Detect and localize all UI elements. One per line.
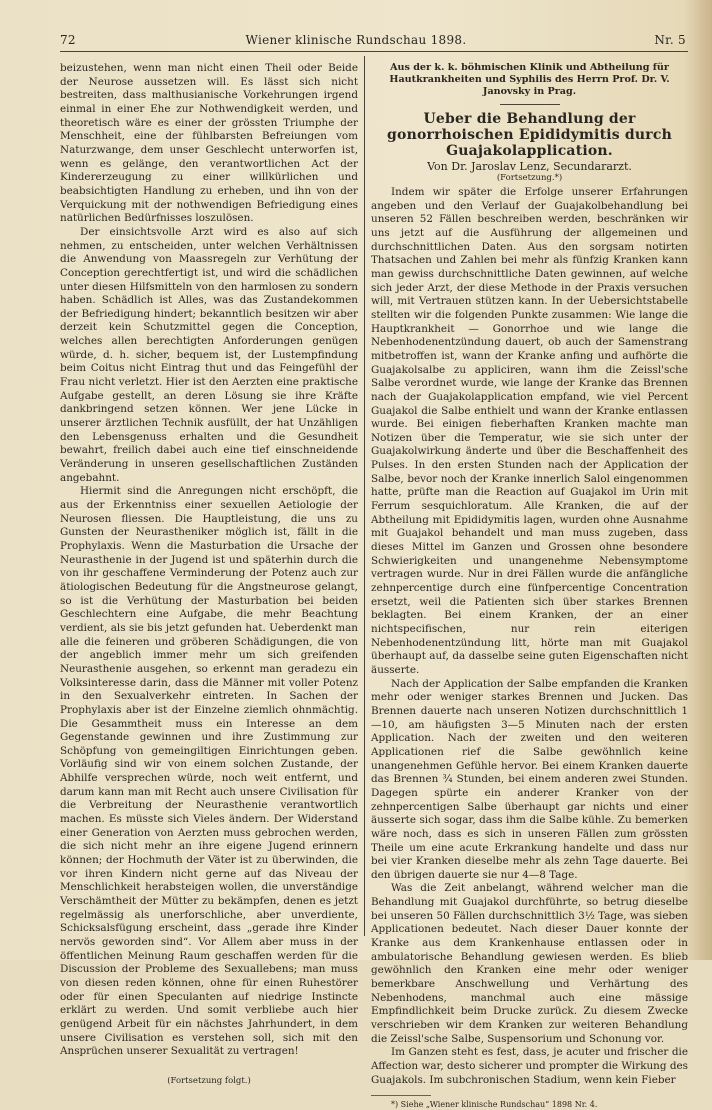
article-title: Ueber die Behandlung der gonorrhoischen Epididymitis durch Guajakolapplication. xyxy=(387,111,672,159)
journal-title: Wiener klinische Rundschau 1898. xyxy=(245,33,467,47)
left-paragraph-1: beizustehen, wenn man nicht einen Theil oder Beide der Neurose aussetzen will. Es lässt sich nicht bestreiten, dass malthusianische Vorkehrungen irgend einmal in einer Ehe zur Nothwendigkeit werden, und theoretisch wäre es einer der grössten Triumphe der Menschheit, eine der fühlbarsten Befreiungen vom Naturzwange, dem unser Geschlecht unterworfen ist, wenn es gelänge, den verantwortlichen Act der Kindererzeugung zu einer willkürlichen und beabsichtigten Handlung zu erheben, und ihn von der Verquickung mit der nothwendigen Befriedigung eines natürlichen Bedürfnisses loszulösen. xyxy=(60,62,358,225)
article-continuation-note: (Fortsetzung.*) xyxy=(496,173,563,183)
right-paragraph-2: Nach der Application der Salbe empfanden die Kranken mehr oder weniger starkes Brennen und Jucken. Das Brennen dauerte nach unseren Notizen durchschnittlich 1—10, am häufigsten 3—5 Minuten nach der ersten Application. Nach der zweiten und den weiteren Applicationen rief die Salbe gewöhnlich keine unangenehmen Gefühle hervor. Bei einem Kranken dauerte das Brennen ¾ Stunden, bei einem anderen zwei Stunden. Dagegen spürte ein anderer Kranker von der zehnpercentigen Salbe überhaupt gar nichts und einer äusserte sich sogar, dass ihm die Salbe kühle. Zu bemerken wäre noch, dass es sich in unseren Fällen zum grössten Theile um eine acute Erkrankung handelte und dass nur bei vier Kranken dieselbe mehr als zehn Tage dauerte. Bei den übrigen dauerte sie nur 4—8 Tage. xyxy=(371,677,688,881)
section-separator xyxy=(500,104,560,105)
left-column xyxy=(60,62,358,1089)
footnote-rule xyxy=(371,1095,431,1096)
right-paragraph-3: Was die Zeit anbelangt, während welcher man die Behandlung mit Guajakol durchführte, so betrug dieselbe bei unseren 50 Fällen durchschnittlich 3½ Tage, was sieben Applicationen bedeutet. Nach dieser Dauer konnte der Kranke aus dem Krankenhause entlassen oder in ambulatorische Behandlung gewiesen werden. Es blieb gewöhnlich den Kranken eine mehr oder weniger bemerkbare Anschwellung und Verhärtung des Nebenhodens, manchmal auch eine mässige Empfindlichkeit beim Drucke zurück. Zu diesem Zwecke verschrieben wir dem Kranken zur weiteren Behandlung die Zeissl'sche Salbe, Suspensorium und Schonung vor. xyxy=(371,882,688,1045)
left-paragraph-3: Hiermit sind die Anregungen nicht erschöpft, die aus der Erkenntniss einer sexuellen Aetiologie der Neurosen fliessen. Die Hauptleistung, die uns zu Gunsten der Neurastheniker möglich ist, fällt in die Prophylaxis. Wenn die Masturbation die Ursache der Neurasthenie in der Jugend ist und späterhin durch die von ihr geschaffene Verminderung der Potenz auch zur ätiologischen Bedeutung für die Angstneurose gelangt, so ist die Verhütung der Masturbation bei beiden Geschlechtern eine Aufgabe, die mehr Beachtung verdient, als sie bis jetzt gefunden hat. Ueberdenkt man alle die feineren und gröberen Schädigungen, die von der angeblich immer mehr um sich greifenden Neurasthenie ausgehen, so erkennt man geradezu ein Volksinteresse darin, dass die Männer mit voller Potenz in den Sexualverkehr eintreten. In Sachen der Prophylaxis aber ist der Einzelne ziemlich ohnmächtig. Die Gesammtheit muss ein Interesse an dem Gegenstande gewinnen und ihre Zustimmung zur Schöpfung von gemeingiltigen Einrichtungen geben. Vorläufig sind wir von einem solchen Zustande, der Abhilfe versprechen würde, noch weit entfernt, und darum kann man mit Recht auch unsere Civilisation für die Verbreitung der Neurasthenie verantwortlich machen. Es müsste sich Vieles ändern. Der Widerstand einer Generation von Aerzten muss gebrochen werden, die sich nicht mehr an ihre eigene Jugend erinnern können; der Hochmuth der Väter ist zu überwinden, die vor ihren Kindern nicht gerne auf das Niveau der Menschlichkeit herabsteigen wollen, die unverständige Verschämtheit der Mütter zu bekämpfen, denen es jetzt regelmässig als unerforschliche, aber unverdiente, Schicksalsfügung erscheint, dass „gerade ihre Kinder nervös geworden sind“. Vor Allem aber muss in der öffentlichen Meinung Raum geschaffen werden für die Discussion der Probleme des Sexuallebens; man muss von diesen reden können, ohne für einen Ruhestörer oder für einen Speculanten auf niedrige Instincte erklärt zu werden. Und somit verbliebe auch hier genügend Arbeit für ein nächstes Jahrhundert, in dem unsere Civilisation es verstehen soll, sich mit den Ansprüchen unserer Sexualität zu vertragen! xyxy=(60,485,358,1058)
left-paragraph-2: Der einsichtsvolle Arzt wird es also auf sich nehmen, zu entscheiden, unter welchen Verhältnissen die Anwendung von Maassregeln zur Verhütung der Conception gerechtfertigt ist, und wird die schädlichen unter diesen Hilfsmitteln von den harmlosen zu sondern haben. Schädlich ist Alles, was das Zustandekommen der Befriedigung hindert; bekanntlich besitzen wir aber derzeit kein Schutzmittel gegen die Conception, welches allen berechtigten Anforderungen genügen würde, d. h. sicher, bequem ist, der Lustempfindung beim Coitus nicht Eintrag thut und das Feingefühl der Frau nicht verletzt. Hier ist den Aerzten eine praktische Aufgabe gestellt, an deren Lösung sie ihre Kräfte dankbringend setzen können. Wer jene Lücke in unserer ärztlichen Technik ausfüllt, der hat Unzähligen den Lebensgenuss erhalten und die Gesundheit bewahrt, freilich dabei auch eine tief einschneidende Veränderung in unseren gesellschaftlichen Zuständen angebahnt. xyxy=(60,225,358,484)
right-paragraph-4: Im Ganzen steht es fest, dass, je acuter und frischer die Affection war, desto sicherer und prompter die Wirkung des Guajakols. Im subchronischen Stadium, wenn kein Fieber xyxy=(371,1046,688,1086)
right-paragraph-1: Indem wir später die Erfolge unserer Erfahrungen angeben und den Verlauf der Guajakolbehandlung bei unseren 52 Fällen beschreiben werden, beschränken wir uns jetzt auf die Ausführung der allgemeinen und durchschnittlichen Daten. Aus den sorgsam notirten Thatsachen und Zahlen bei mehr als fünfzig Kranken kann man gewiss durchschnittliche Daten gewinnen, auf welche sich jeder Arzt, der diese Methode in der Praxis versuchen will, mit Vertrauen stützen kann. In der Uebersichtstabelle stellten wir die folgenden Punkte zusammen: Wie lange die Hauptkrankheit — Gonorrhoe und wie lange die Nebenhodenentzündung dauert, ob auch der Samenstrang mitbetroffen ist, wann der Kranke anfing und aufhörte die Guajakolsalbe zu appliciren, wann ihm die Zeissl'sche Salbe verordnet wurde, wie lange der Kranke das Brennen nach der Guajakolapplication empfand, wie viel Percent Guajakol die Salbe enthielt und wann der Kranke entlassen wurde. Bei einigen fieberhaften Kranken machte man Notizen über die Temperatur, wie sie sich unter der Guajakolwirkung änderte und über die Beschaffenheit des Pulses. In den ersten Stunden nach der Application der Salbe, bevor noch der Kranke innerlich Salol eingenommen hatte, prüfte man die Reaction auf Guajakol im Urin mit Ferrum sesquichloratum. Alle Kranken, die auf der Abtheilung mit Epididymitis lagen, wurden ohne Ausnahme mit Guajakol behandelt und man muss zugeben, dass dieses Mittel im Ganzen und Grossen ohne besondere Schwierigkeiten und unangenehme Nebensymptome vertragen wurde. Nur in drei Fällen wurde die anfängliche zehnpercentige durch eine fünfpercentige Concentration ersetzt, weil die Patienten sich über starkes Brennen beklagten. Bei einem Kranken, der an einer nichtspecifischen, nur rein eiterigen Nebenhodenentzündung litt, hörte man mit Guajakol überhaupt auf, da dasselbe seine guten Eigenschaften nicht äusserte. xyxy=(371,186,688,676)
column-divider xyxy=(364,56,365,936)
section-heading: Aus der k. k. böhmischen Klinik und Abtheilung für Hautkrankheiten und Syphilis des Herrn Prof. Dr. V. Janovsky in Prag. xyxy=(389,62,670,97)
continuation-note: (Fortsetzung folgt.) xyxy=(167,1075,251,1086)
right-column xyxy=(371,62,688,1110)
issue-number: Nr. 5 xyxy=(654,33,686,47)
article-author: Von Dr. Jaroslav Lenz, Secundararzt. xyxy=(427,160,632,173)
page-number: 72 xyxy=(60,33,76,47)
footnote: *) Siehe „Wiener klinische Rundschau“ 1898 Nr. 4. xyxy=(391,1100,598,1110)
header-rule xyxy=(60,51,688,52)
